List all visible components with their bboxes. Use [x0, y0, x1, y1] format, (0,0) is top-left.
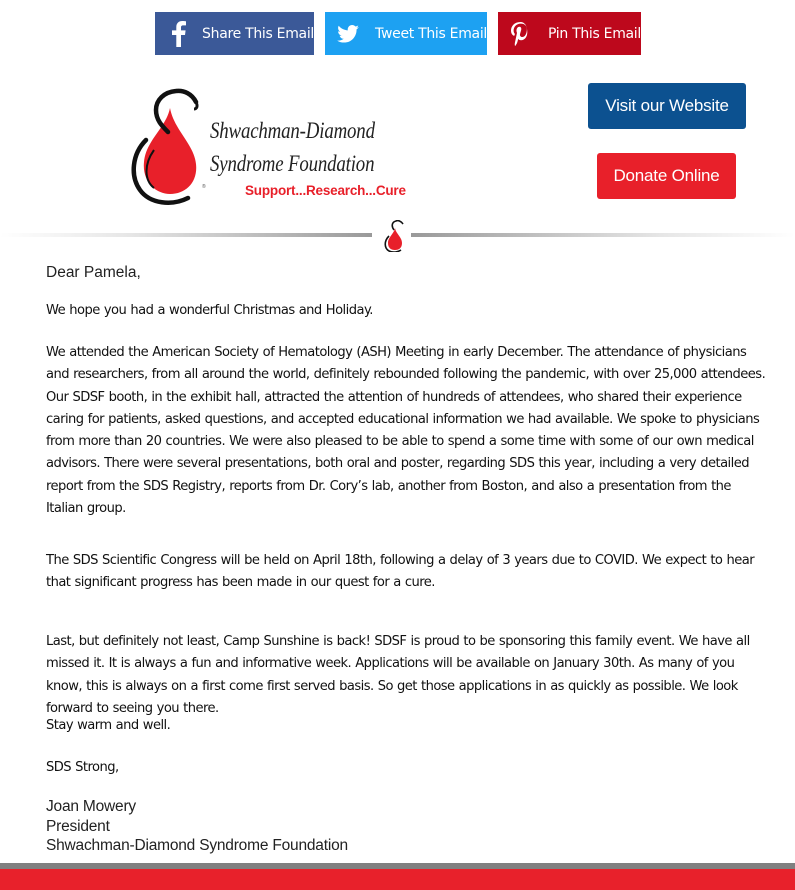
divider-right — [411, 233, 795, 237]
donate-online-button[interactable]: Donate Online — [597, 153, 736, 199]
facebook-icon — [171, 22, 186, 46]
s-drop-divider-icon — [381, 220, 409, 252]
signature-title: President — [46, 817, 110, 835]
twitter-icon — [337, 22, 359, 46]
tweet-label: Tweet This Email — [375, 25, 487, 42]
paragraph-scientific-congress: The SDS Scientific Congress will be held on April 18th, following a delay of 3 years due to COVID. We expect to hear that significant progress has been made in our quest for a cure. — [46, 553, 755, 591]
paragraph-camp-sunshine: Last, but definitely not least, Camp Sunshine is back! SDSF is proud to be sponsoring this family event. We have all missed it. It is always a fun and informative week. Applications will be available on January 30th. As many of you know, this is always on a first come first served basis. So get those applications in as quickly as possible. We look forward to seeing you there. — [46, 634, 750, 716]
greeting: Dear Pamela, — [46, 264, 141, 281]
tweet-button[interactable] — [325, 12, 487, 55]
visit-website-button[interactable]: Visit our Website — [588, 83, 746, 129]
paragraph-holiday: We hope you had a wonderful Christmas and Holiday. — [46, 303, 373, 318]
logo-tagline: Support...Research...Cure — [245, 183, 406, 198]
sdsf-logo — [126, 88, 416, 206]
s-drop-logo-icon — [126, 88, 212, 206]
logo-wordmark-line2: Syndrome Foundation — [210, 151, 375, 176]
paragraph-ash-meeting: We attended the American Society of Hematology (ASH) Meeting in early December. The attendance of physicians and researchers, from all around the world, definitely rebounded following the pandemic, with over 25,000 attendees. Our SDSF booth, in the exhibit hall, attracted the attention of hundreds of attendees, who shared their experience caring for patients, asked questions, and accepted educational information we had available. We spoke to physicians from more than 20 countries. We were also pleased to be able to spend a some time with some of our own medical advisors. There were several presentations, both oral and poster, regarding SDS this year, including a very detailed report from the SDS Registry, reports from Dr. Cory’s lab, another from Boston, and also a presentation from the Italian group. — [46, 345, 766, 517]
divider-left — [0, 233, 372, 237]
pin-button[interactable] — [498, 12, 641, 55]
footer-red-band — [0, 869, 795, 890]
pin-label: Pin This Email — [547, 25, 641, 42]
signature-name: Joan Mowery — [46, 798, 136, 815]
share-facebook-button[interactable] — [155, 12, 314, 55]
logo-wordmark-line1: Shwachman-Diamond — [210, 118, 375, 143]
share-facebook-label: Share This Email — [202, 25, 314, 42]
signature-org: Shwachman-Diamond Syndrome Foundation — [46, 837, 348, 854]
signature-block — [46, 797, 348, 856]
pinterest-icon — [508, 22, 532, 46]
paragraph-stay-warm: Stay warm and well. — [46, 718, 171, 733]
closing: SDS Strong, — [46, 760, 119, 775]
registered-mark: ® — [202, 184, 206, 190]
